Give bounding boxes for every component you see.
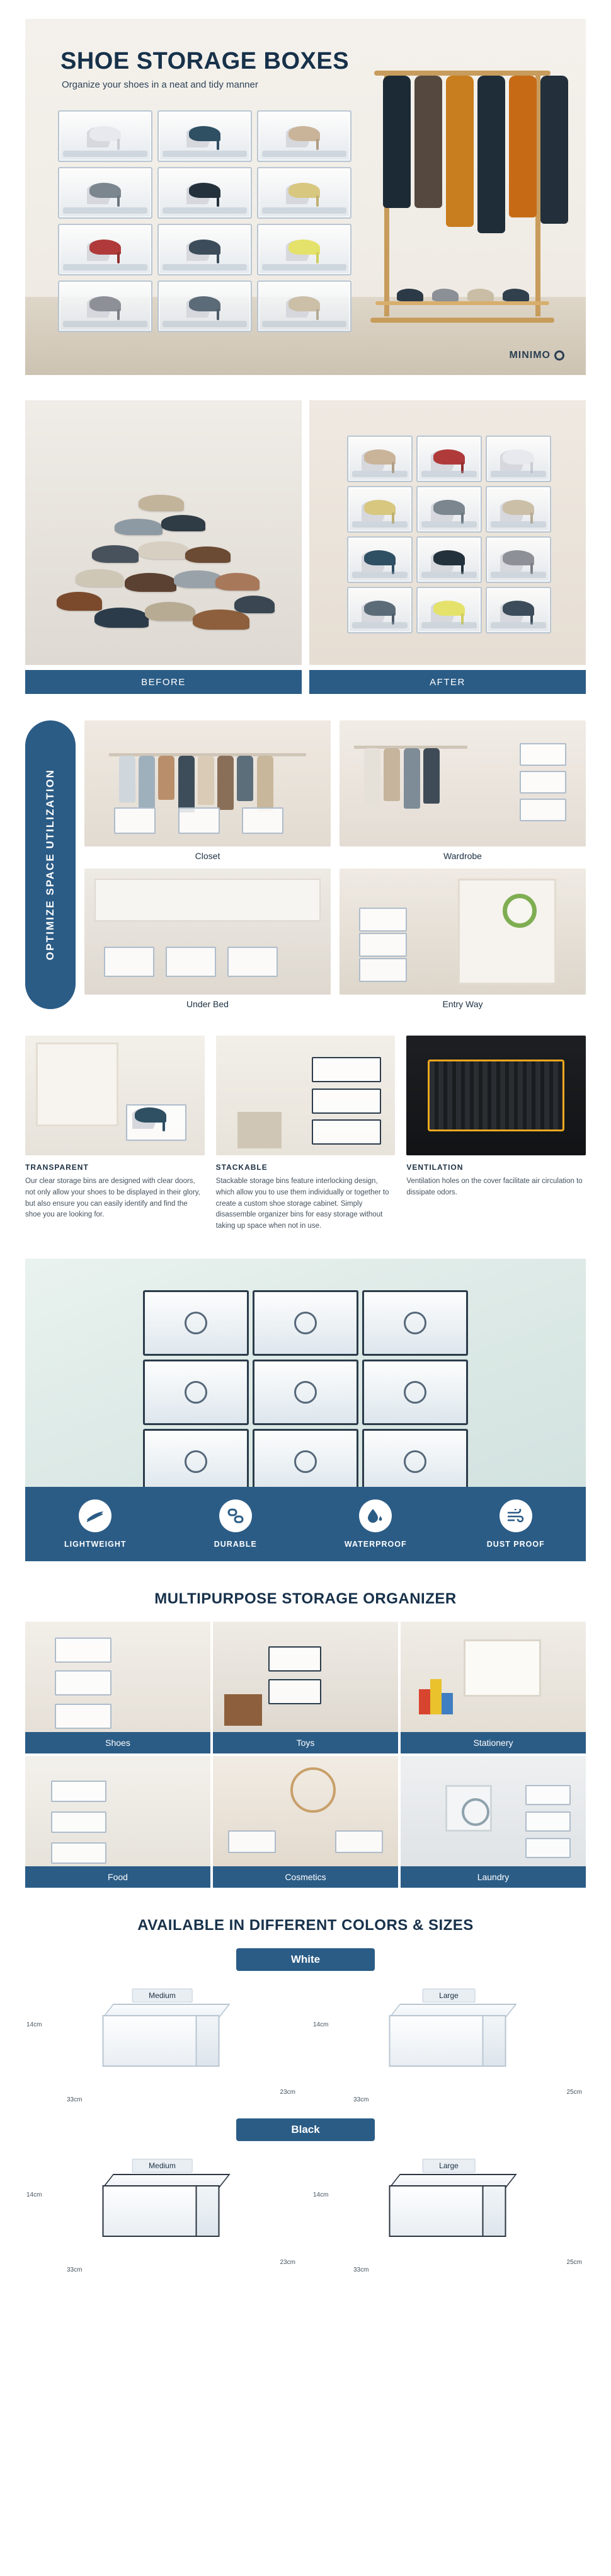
multipurpose-item-toys bbox=[213, 1622, 398, 1753]
shoe-box bbox=[486, 486, 551, 533]
black-medium bbox=[25, 2152, 299, 2279]
optimize-tab-label: OPTIMIZE SPACE UTILIZATION bbox=[44, 769, 56, 961]
optimize-caption: Under Bed bbox=[186, 999, 229, 1009]
under-bed-photo bbox=[84, 869, 331, 995]
feather-icon bbox=[79, 1499, 111, 1532]
sizes-title: AVAILABLE IN DIFFERENT COLORS & SIZES bbox=[137, 1917, 474, 1934]
feature-title: STACKABLE bbox=[215, 1163, 268, 1172]
shoe-box bbox=[362, 1360, 468, 1425]
food-photo bbox=[25, 1756, 210, 1866]
shoe-box bbox=[58, 110, 152, 162]
shoe-box bbox=[362, 1290, 468, 1356]
stackable-photo bbox=[216, 1036, 396, 1155]
shoe-box bbox=[257, 280, 351, 332]
size-label: Medium bbox=[132, 2159, 193, 2173]
multipurpose-caption: Shoes bbox=[25, 1732, 210, 1753]
lifestyle-section bbox=[25, 1259, 586, 1561]
closet-photo bbox=[84, 720, 331, 846]
shoe-box bbox=[416, 587, 482, 633]
hero-banner bbox=[25, 19, 586, 375]
black-size-row bbox=[25, 2152, 586, 2279]
shoe-box bbox=[143, 1290, 249, 1356]
benefits-bar bbox=[25, 1487, 586, 1561]
optimize-grid bbox=[84, 720, 586, 1009]
features-section bbox=[25, 1036, 586, 1232]
before-column bbox=[25, 400, 302, 694]
shoe-box bbox=[486, 536, 551, 583]
stacked-boxes bbox=[143, 1290, 468, 1494]
optimize-caption: Closet bbox=[195, 851, 220, 861]
benefit-label: DUST PROOF bbox=[486, 1540, 545, 1549]
after-label: AFTER bbox=[309, 670, 586, 694]
multipurpose-item-stationery bbox=[401, 1622, 586, 1753]
multipurpose-grid-row2 bbox=[25, 1756, 586, 1888]
before-label: BEFORE bbox=[25, 670, 302, 694]
multipurpose-item-cosmetics bbox=[213, 1756, 398, 1888]
white-medium bbox=[25, 1982, 299, 2108]
clothing-rack bbox=[368, 57, 557, 334]
laundry-photo bbox=[401, 1756, 586, 1866]
feature-body: Ventilation holes on the cover facilitate air circulation to dissipate odors. bbox=[406, 1177, 583, 1196]
multipurpose-item-food bbox=[25, 1756, 210, 1888]
dim-depth: 25cm bbox=[566, 2259, 582, 2267]
shoe-box bbox=[347, 536, 413, 583]
page-title: SHOE STORAGE BOXES bbox=[60, 48, 350, 74]
white-size-row bbox=[25, 1982, 586, 2108]
shoe-box bbox=[486, 587, 551, 633]
shoe-pile bbox=[50, 485, 277, 642]
shoe-box bbox=[253, 1429, 358, 1494]
shoe-box bbox=[253, 1290, 358, 1356]
multipurpose-caption: Toys bbox=[213, 1732, 398, 1753]
after-column bbox=[309, 400, 586, 694]
shoe-box bbox=[257, 224, 351, 275]
shoes-photo bbox=[25, 1622, 210, 1732]
before-photo bbox=[25, 400, 302, 665]
after-photo bbox=[309, 400, 586, 665]
chain-link-icon bbox=[219, 1499, 252, 1532]
dim-height: 14cm bbox=[26, 2192, 42, 2199]
dim-height: 14cm bbox=[313, 2192, 329, 2199]
wardrobe-photo bbox=[340, 720, 586, 846]
dim-depth: 23cm bbox=[280, 2089, 295, 2096]
product-listing-page bbox=[0, 19, 611, 2304]
shoe-box bbox=[362, 1429, 468, 1494]
feature-title: VENTILATION bbox=[406, 1163, 464, 1172]
shoe-box bbox=[347, 587, 413, 633]
optimize-cell-underbed bbox=[84, 869, 331, 1009]
feature-title: TRANSPARENT bbox=[25, 1163, 89, 1172]
feature-body: Stackable storage bins feature interlocking design, which allow you to use them individually or together to create a custom shoe storage cabinet. Simply disassemble organizer bins for easy storage without taking up space when not in use. bbox=[215, 1177, 389, 1230]
feature-stackable bbox=[216, 1036, 396, 1232]
dim-width: 33cm bbox=[353, 2096, 369, 2104]
stationery-photo bbox=[401, 1622, 586, 1732]
shoe-box bbox=[143, 1360, 249, 1425]
shoe-box bbox=[257, 110, 351, 162]
feature-ventilation bbox=[406, 1036, 586, 1232]
ventilation-photo bbox=[406, 1036, 586, 1155]
optimize-cell-closet bbox=[84, 720, 331, 861]
size-label: Large bbox=[422, 1989, 476, 2002]
transparent-photo bbox=[25, 1036, 205, 1155]
size-label: Large bbox=[422, 2159, 476, 2173]
feature-transparent bbox=[25, 1036, 205, 1232]
size-label: Medium bbox=[132, 1989, 193, 2002]
hanging-garments bbox=[383, 76, 568, 233]
water-drop-icon bbox=[359, 1499, 392, 1532]
shoe-box bbox=[157, 224, 252, 275]
shoe-box bbox=[58, 167, 152, 219]
before-after-section bbox=[25, 400, 586, 694]
multipurpose-item-laundry bbox=[401, 1756, 586, 1888]
benefit-durable bbox=[166, 1487, 306, 1561]
benefit-label: LIGHTWEIGHT bbox=[64, 1540, 127, 1549]
shoe-box bbox=[257, 167, 351, 219]
dim-depth: 23cm bbox=[280, 2259, 295, 2267]
optimize-cell-wardrobe bbox=[340, 720, 586, 861]
toys-photo bbox=[213, 1622, 398, 1732]
entry-way-photo bbox=[340, 869, 586, 995]
after-box-grid bbox=[347, 436, 551, 633]
benefit-label: WATERPROOF bbox=[344, 1540, 407, 1549]
shoe-box bbox=[416, 486, 482, 533]
optimize-caption: Entry Way bbox=[442, 999, 483, 1009]
dim-height: 14cm bbox=[313, 2021, 329, 2029]
black-large bbox=[312, 2152, 586, 2279]
wind-icon bbox=[500, 1499, 532, 1532]
color-badge-black: Black bbox=[236, 2118, 375, 2141]
rack-shoes bbox=[397, 289, 529, 301]
feature-body: Our clear storage bins are designed with clear doors, not only allow your shoes to be displayed in their glory, but also ensure you can easily identify and find the shoe you are looking for. bbox=[25, 1177, 200, 1219]
optimize-cell-entryway bbox=[340, 869, 586, 1009]
color-badge-white: White bbox=[236, 1948, 375, 1971]
multipurpose-caption: Cosmetics bbox=[213, 1866, 398, 1888]
dim-width: 33cm bbox=[67, 2096, 83, 2104]
multipurpose-caption: Laundry bbox=[401, 1866, 586, 1888]
multipurpose-item-shoes bbox=[25, 1622, 210, 1753]
shoe-box bbox=[157, 110, 252, 162]
benefit-waterproof bbox=[306, 1487, 446, 1561]
shoe-box bbox=[347, 436, 413, 482]
brand-circle-icon bbox=[554, 350, 564, 361]
hero-subtitle: Organize your shoes in a neat and tidy manner bbox=[62, 79, 258, 90]
shoe-box bbox=[157, 280, 252, 332]
multipurpose-caption: Stationery bbox=[401, 1732, 586, 1753]
brand-name: MINIMO bbox=[509, 350, 551, 361]
shoe-box bbox=[253, 1360, 358, 1425]
shoe-box bbox=[416, 436, 482, 482]
optimize-caption: Wardrobe bbox=[443, 851, 482, 861]
multipurpose-grid-row1 bbox=[25, 1622, 586, 1753]
dim-depth: 25cm bbox=[566, 2089, 582, 2096]
dim-width: 33cm bbox=[353, 2267, 369, 2274]
dim-width: 33cm bbox=[67, 2267, 83, 2274]
shoe-box bbox=[416, 536, 482, 583]
shoe-box bbox=[143, 1429, 249, 1494]
dim-height: 14cm bbox=[26, 2021, 42, 2029]
multipurpose-title: MULTIPURPOSE STORAGE ORGANIZER bbox=[154, 1590, 457, 1608]
shoe-box bbox=[58, 280, 152, 332]
shoe-box bbox=[347, 486, 413, 533]
optimize-space-section bbox=[25, 720, 586, 1009]
multipurpose-caption: Food bbox=[25, 1866, 210, 1888]
hero-box-grid bbox=[58, 110, 351, 332]
brand-logo bbox=[509, 350, 564, 361]
benefit-dustproof bbox=[446, 1487, 586, 1561]
shoe-box bbox=[486, 436, 551, 482]
benefit-label: DURABLE bbox=[214, 1540, 257, 1549]
optimize-vertical-tab bbox=[25, 720, 76, 1009]
white-large bbox=[312, 1982, 586, 2108]
shoe-box bbox=[157, 167, 252, 219]
cosmetics-photo bbox=[213, 1756, 398, 1866]
benefit-lightweight bbox=[25, 1487, 166, 1561]
shoe-box bbox=[58, 224, 152, 275]
